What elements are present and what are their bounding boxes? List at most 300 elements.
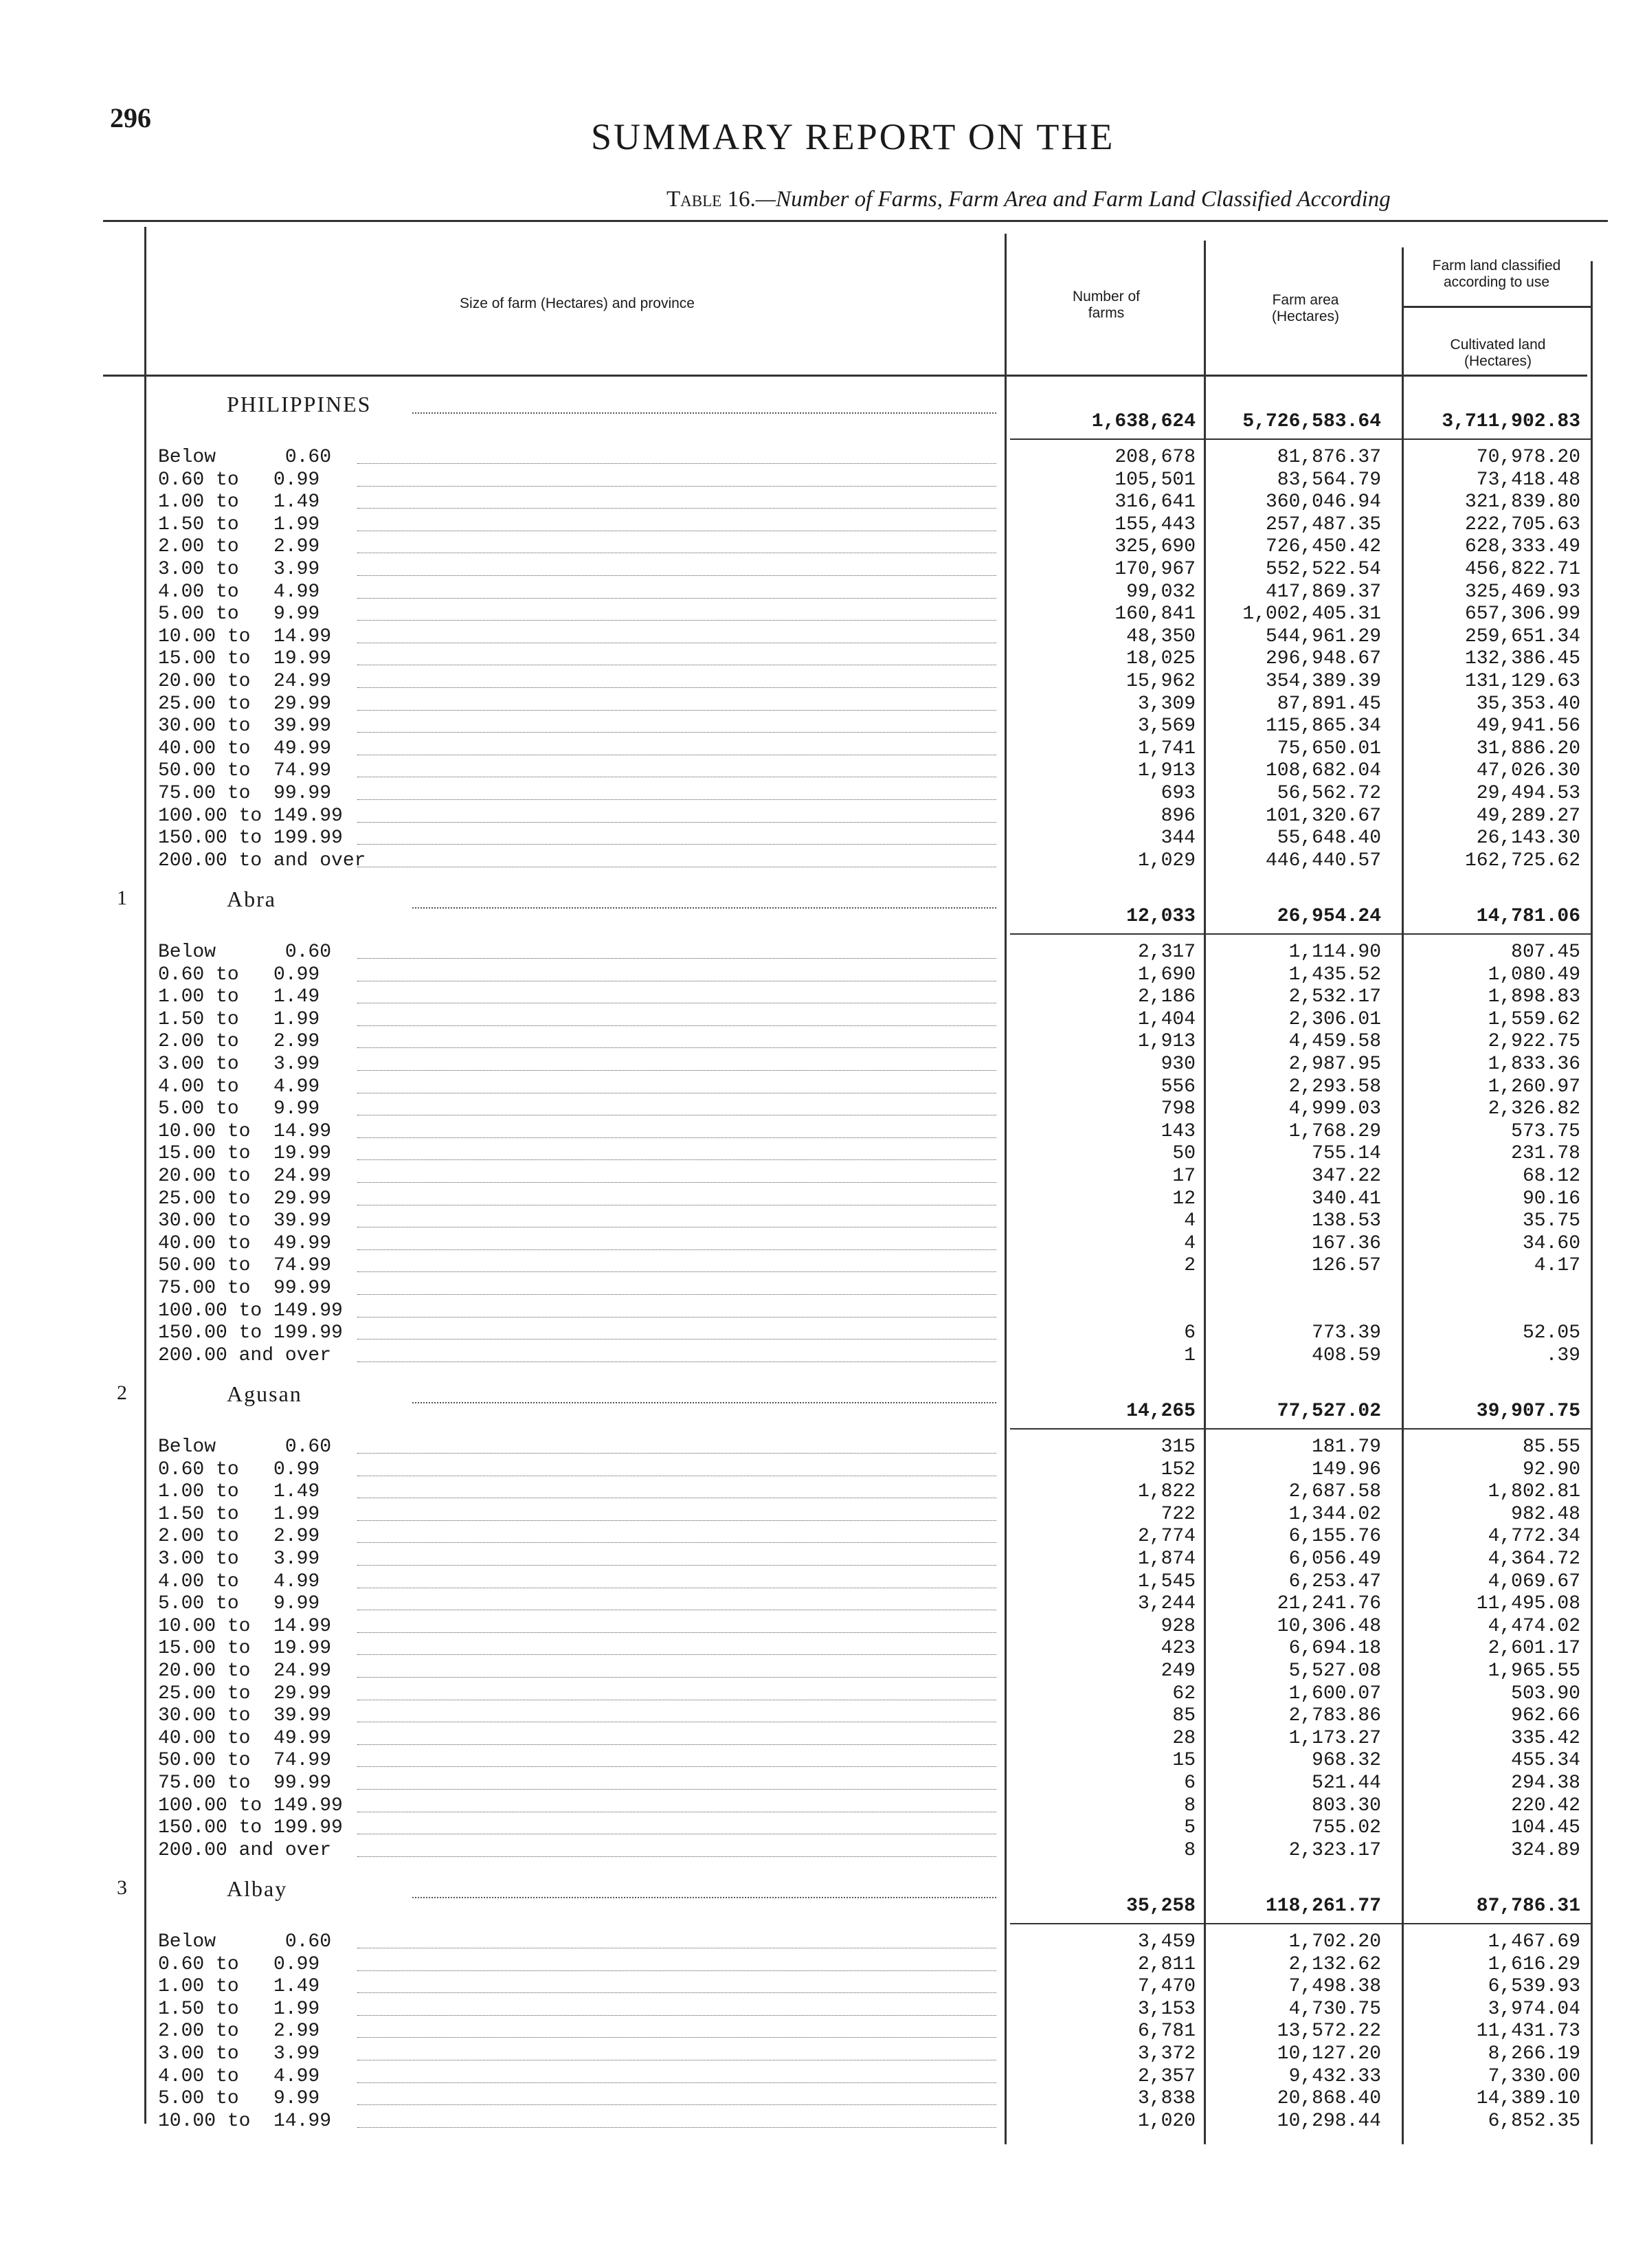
table-cell: 10,127.20: [1277, 2043, 1381, 2065]
size-class-label: 25.00 to 29.99: [158, 1682, 332, 1704]
size-class-label: 50.00 to 74.99: [158, 1750, 332, 1772]
size-class-label: Below 0.60: [158, 1931, 332, 1953]
size-class-label: 25.00 to 29.99: [158, 1188, 332, 1210]
table-cell: 3,838: [1137, 2088, 1196, 2110]
table-cell: 1,545: [1137, 1570, 1196, 1592]
table-cell: 138.53: [1312, 1210, 1381, 1232]
size-class-label: 100.00 to 149.99: [158, 805, 343, 827]
table-cell: 48,350: [1126, 625, 1196, 647]
table-cell: 47,026.30: [1476, 760, 1580, 782]
table-cell: 1,702.20: [1288, 1931, 1381, 1953]
table-cell: 10,298.44: [1277, 2110, 1381, 2132]
table-cell: 1,802.81: [1488, 1481, 1580, 1503]
section-total-cell: 77,527.02: [1277, 1401, 1381, 1422]
table-cell: 321,839.80: [1464, 491, 1580, 513]
table-cell: 21,241.76: [1277, 1593, 1381, 1615]
size-class-label: 3.00 to 3.99: [158, 559, 320, 580]
size-class-label: Below 0.60: [158, 942, 332, 963]
table-cell: 2,293.58: [1288, 1076, 1381, 1098]
leader-dots: [357, 822, 996, 823]
table-cell: 8,266.19: [1488, 2043, 1580, 2065]
leader-dots: [412, 1402, 996, 1403]
leader-dots: [357, 598, 996, 599]
table-cell: 3,309: [1137, 693, 1196, 715]
size-class-label: 1.00 to 1.49: [158, 491, 320, 513]
section-total-cell: 26,954.24: [1277, 906, 1381, 927]
table-cell: 962.66: [1511, 1705, 1580, 1727]
leader-dots: [357, 732, 996, 733]
table-cell: 2,186: [1137, 986, 1196, 1008]
total-rule: [1010, 438, 1591, 440]
leader-dots: [412, 907, 996, 909]
table-cell: 544,961.29: [1265, 625, 1381, 647]
leader-dots: [357, 2082, 996, 2083]
table-cell: 99,032: [1126, 581, 1196, 603]
section-total-cell: 35,258: [1126, 1895, 1196, 1917]
table-cell: 2,532.17: [1288, 986, 1381, 1008]
table-cell: 1,559.62: [1488, 1008, 1580, 1030]
table-cell: 31,886.20: [1476, 737, 1580, 759]
table-cell: 503.90: [1511, 1682, 1580, 1704]
table-cell: 6,539.93: [1488, 1976, 1580, 1998]
size-class-label: 1.00 to 1.49: [158, 1481, 320, 1503]
table-cell: 408.59: [1312, 1344, 1381, 1366]
table-cell: 4,069.67: [1488, 1570, 1580, 1592]
table-cell: 11,431.73: [1476, 2021, 1580, 2043]
size-class-label: 30.00 to 39.99: [158, 1705, 332, 1727]
table-cell: 1,467.69: [1488, 1931, 1580, 1953]
table-cell: 2,687.58: [1288, 1481, 1381, 1503]
table-cell: 4,364.72: [1488, 1548, 1580, 1570]
table-cell: 11,495.08: [1476, 1593, 1580, 1615]
size-class-label: 200.00 and over: [158, 1344, 332, 1366]
table-cell: 803.30: [1312, 1794, 1381, 1816]
table-cell: 2,811: [1137, 1953, 1196, 1975]
size-class-label: 20.00 to 24.99: [158, 1166, 332, 1187]
table-cell: 2,323.17: [1288, 1839, 1381, 1861]
table-cell: 101,320.67: [1265, 805, 1381, 827]
table-cell: 1,435.52: [1288, 964, 1381, 986]
province-index: 1: [117, 887, 127, 909]
table-cell: 105,501: [1114, 469, 1196, 491]
total-rule: [1010, 1923, 1591, 1924]
table-cell: 1,114.90: [1288, 942, 1381, 963]
leader-dots: [357, 1520, 996, 1521]
table-cell: 115,865.34: [1265, 715, 1381, 737]
size-class-label: 3.00 to 3.99: [158, 1548, 320, 1570]
table-cell: 259,651.34: [1464, 625, 1580, 647]
leader-dots: [357, 1249, 996, 1250]
table-cell: .39: [1545, 1344, 1580, 1366]
table-cell: 1,822: [1137, 1481, 1196, 1503]
table-cell: 5: [1184, 1817, 1196, 1839]
header-land-group: Farm land classified according to use: [1432, 258, 1561, 290]
total-rule: [1010, 933, 1591, 935]
size-class-label: 75.00 to 99.99: [158, 783, 332, 804]
section-total-cell: 1,638,624: [1091, 411, 1196, 432]
table-cell: 360,046.94: [1265, 491, 1381, 513]
table-cell: 8: [1184, 1794, 1196, 1816]
section-total-cell: 14,265: [1126, 1401, 1196, 1422]
province-name: Abra: [227, 887, 276, 911]
table-cell: 3,974.04: [1488, 1998, 1580, 2020]
leader-dots: [357, 958, 996, 959]
size-class-label: 10.00 to 14.99: [158, 1615, 332, 1637]
table-cell: 85.55: [1522, 1436, 1580, 1458]
table-cell: 108,682.04: [1265, 760, 1381, 782]
size-class-label: 3.00 to 3.99: [158, 2043, 320, 2065]
table-cell: 49,941.56: [1476, 715, 1580, 737]
size-class-label: 50.00 to 74.99: [158, 760, 332, 782]
size-class-label: 15.00 to 19.99: [158, 648, 332, 670]
table-cell: 344: [1161, 827, 1196, 849]
table-cell: 335.42: [1511, 1727, 1580, 1749]
leader-dots: [357, 1047, 996, 1048]
table-cell: 1,029: [1137, 849, 1196, 871]
table-cell: 1,741: [1137, 737, 1196, 759]
size-class-label: 40.00 to 49.99: [158, 737, 332, 759]
section-total-cell: 3,711,902.83: [1442, 411, 1580, 432]
table-cell: 556: [1161, 1076, 1196, 1098]
total-rule: [1010, 1428, 1591, 1430]
size-class-label: 5.00 to 9.99: [158, 1098, 320, 1120]
table-cell: 324.89: [1511, 1839, 1580, 1861]
table-cell: 26,143.30: [1476, 827, 1580, 849]
size-class-label: 200.00 and over: [158, 1839, 332, 1861]
leader-dots: [412, 1897, 996, 1898]
table-cell: 722: [1161, 1503, 1196, 1525]
size-class-label: 4.00 to 4.99: [158, 1570, 320, 1592]
table-cell: 10,306.48: [1277, 1615, 1381, 1637]
table-cell: 4,730.75: [1288, 1998, 1381, 2020]
table-cell: 15: [1172, 1750, 1196, 1772]
leader-dots: [357, 1744, 996, 1745]
table-cell: 455.34: [1511, 1750, 1580, 1772]
leader-dots: [412, 412, 996, 414]
table-cell: 982.48: [1511, 1503, 1580, 1525]
table-cell: 726,450.42: [1265, 536, 1381, 558]
table-cell: 104.45: [1511, 1817, 1580, 1839]
size-class-label: 50.00 to 74.99: [158, 1255, 332, 1277]
size-class-label: 100.00 to 149.99: [158, 1300, 343, 1322]
table-cell: 9,432.33: [1288, 2065, 1381, 2087]
table-cell: 68.12: [1522, 1166, 1580, 1187]
leader-dots: [357, 2104, 996, 2105]
table-cell: 149.96: [1312, 1458, 1381, 1480]
table-cell: 2,922.75: [1488, 1031, 1580, 1053]
table-cell: 773.39: [1312, 1322, 1381, 1344]
table-cell: 1: [1184, 1344, 1196, 1366]
table-caption-lead: Table 16.: [666, 187, 756, 212]
table-cell: 1,404: [1137, 1008, 1196, 1030]
size-class-label: 20.00 to 24.99: [158, 1660, 332, 1682]
table-cell: 73,418.48: [1476, 469, 1580, 491]
table-cell: 17: [1172, 1166, 1196, 1187]
table-cell: 75,650.01: [1277, 737, 1381, 759]
table-caption-text: —Number of Farms, Farm Area and Farm Land Classified According: [755, 187, 1391, 212]
section-total-cell: 118,261.77: [1265, 1895, 1381, 1917]
table-cell: 3,569: [1137, 715, 1196, 737]
size-class-label: 15.00 to 19.99: [158, 1638, 332, 1660]
table-cell: 1,260.97: [1488, 1076, 1580, 1098]
size-class-label: 4.00 to 4.99: [158, 1076, 320, 1098]
table-cell: 340.41: [1312, 1188, 1381, 1210]
table-cell: 18,025: [1126, 648, 1196, 670]
table-cell: 347.22: [1312, 1166, 1381, 1187]
table-cell: 50: [1172, 1143, 1196, 1165]
size-class-label: 2.00 to 2.99: [158, 536, 320, 558]
size-class-label: 2.00 to 2.99: [158, 2021, 320, 2043]
size-class-label: 0.60 to 0.99: [158, 1458, 320, 1480]
section-total-cell: 5,726,583.64: [1242, 411, 1381, 432]
size-class-label: Below 0.60: [158, 1436, 332, 1458]
section-total-cell: 14,781.06: [1476, 906, 1580, 927]
table-cell: 132,386.45: [1464, 648, 1580, 670]
table-cell: 55,648.40: [1277, 827, 1381, 849]
table-cell: 1,768.29: [1288, 1120, 1381, 1142]
table-cell: 6,155.76: [1288, 1526, 1381, 1548]
table-cell: 62: [1172, 1682, 1196, 1704]
table-cell: 231.78: [1511, 1143, 1580, 1165]
size-class-label: 4.00 to 4.99: [158, 581, 320, 603]
size-class-label: 3.00 to 3.99: [158, 1054, 320, 1075]
table-cell: 35,353.40: [1476, 693, 1580, 715]
leader-dots: [357, 1271, 996, 1272]
table-cell: 29,494.53: [1476, 783, 1580, 804]
table-cell: 1,344.02: [1288, 1503, 1381, 1525]
size-class-label: 75.00 to 99.99: [158, 1278, 332, 1299]
size-class-label: 10.00 to 14.99: [158, 625, 332, 647]
table-cell: 446,440.57: [1265, 849, 1381, 871]
table-cell: 52.05: [1522, 1322, 1580, 1344]
table-cell: 2,357: [1137, 2065, 1196, 2087]
size-class-label: 40.00 to 49.99: [158, 1727, 332, 1749]
leader-dots: [357, 620, 996, 621]
table-cell: 7,330.00: [1488, 2065, 1580, 2087]
table-cell: 755.02: [1312, 1817, 1381, 1839]
leader-dots: [357, 508, 996, 509]
size-class-label: 200.00 to and over: [158, 849, 366, 871]
leader-dots: [357, 1542, 996, 1543]
table-cell: 573.75: [1511, 1120, 1580, 1142]
leader-dots: [357, 1856, 996, 1857]
table-cell: 257,487.35: [1265, 513, 1381, 535]
table-cell: 2,306.01: [1288, 1008, 1381, 1030]
leader-dots: [357, 1992, 996, 1993]
size-class-label: 40.00 to 49.99: [158, 1232, 332, 1254]
table-cell: 83,564.79: [1277, 469, 1381, 491]
leader-dots: [357, 799, 996, 800]
table-cell: 6,056.49: [1288, 1548, 1381, 1570]
table-cell: 81,876.37: [1277, 447, 1381, 468]
size-class-label: 1.50 to 1.99: [158, 1998, 320, 2020]
table-cell: 49,289.27: [1476, 805, 1580, 827]
size-class-label: 150.00 to 199.99: [158, 1817, 343, 1839]
leader-dots: [357, 1182, 996, 1183]
table-cell: 1,965.55: [1488, 1660, 1580, 1682]
section-total-cell: 12,033: [1126, 906, 1196, 927]
table-cell: 167.36: [1312, 1232, 1381, 1254]
table-cell: 160,841: [1114, 603, 1196, 625]
table-cell: 181.79: [1312, 1436, 1381, 1458]
size-class-label: 150.00 to 199.99: [158, 827, 343, 849]
table-cell: 798: [1161, 1098, 1196, 1120]
province-name: Agusan: [227, 1381, 302, 1406]
table-cell: 3,244: [1137, 1593, 1196, 1615]
table-cell: 521.44: [1312, 1772, 1381, 1794]
leader-dots: [357, 575, 996, 576]
size-class-label: 0.60 to 0.99: [158, 1953, 320, 1975]
table-cell: 162,725.62: [1464, 849, 1580, 871]
table-cell: 6: [1184, 1322, 1196, 1344]
table-cell: 1,690: [1137, 964, 1196, 986]
leader-dots: [357, 1677, 996, 1678]
table-cell: 222,705.63: [1464, 513, 1580, 535]
size-class-label: 1.00 to 1.49: [158, 1976, 320, 1998]
table-cell: 2: [1184, 1255, 1196, 1277]
table-cell: 35.75: [1522, 1210, 1580, 1232]
leader-dots: [357, 1970, 996, 1971]
table-cell: 755.14: [1312, 1143, 1381, 1165]
size-class-label: 25.00 to 29.99: [158, 693, 332, 715]
table-cell: 1,898.83: [1488, 986, 1580, 1008]
leader-dots: [357, 463, 996, 464]
table-cell: 2,132.62: [1288, 1953, 1381, 1975]
leader-dots: [357, 1361, 996, 1362]
table-cell: 4: [1184, 1210, 1196, 1232]
table-cell: 1,874: [1137, 1548, 1196, 1570]
table-cell: 4: [1184, 1232, 1196, 1254]
table-cell: 20,868.40: [1277, 2088, 1381, 2110]
size-class-label: 30.00 to 39.99: [158, 1210, 332, 1232]
size-class-label: 2.00 to 2.99: [158, 1526, 320, 1548]
table-cell: 968.32: [1312, 1750, 1381, 1772]
table-cell: 417,869.37: [1265, 581, 1381, 603]
table-cell: 34.60: [1522, 1232, 1580, 1254]
table-cell: 325,690: [1114, 536, 1196, 558]
table-cell: 85: [1172, 1705, 1196, 1727]
size-class-label: 4.00 to 4.99: [158, 2065, 320, 2087]
province-index: 3: [117, 1876, 127, 1899]
leader-dots: [357, 486, 996, 487]
leader-dots: [357, 844, 996, 845]
leader-dots: [357, 1137, 996, 1138]
leader-dots: [357, 2127, 996, 2128]
leader-dots: [357, 687, 996, 688]
table-cell: 2,783.86: [1288, 1705, 1381, 1727]
table-cell: 896: [1161, 805, 1196, 827]
size-class-label: 1.00 to 1.49: [158, 986, 320, 1008]
table-cell: 354,389.39: [1265, 671, 1381, 692]
table-cell: 1,913: [1137, 760, 1196, 782]
table-cell: 15,962: [1126, 671, 1196, 692]
table-cell: 6: [1184, 1772, 1196, 1794]
table-cell: 92.90: [1522, 1458, 1580, 1480]
table-cell: 2,774: [1137, 1526, 1196, 1548]
table-cell: 28: [1172, 1727, 1196, 1749]
size-class-label: 10.00 to 14.99: [158, 1120, 332, 1142]
table-cell: 170,967: [1114, 559, 1196, 580]
table-cell: 456,822.71: [1464, 559, 1580, 580]
size-class-label: 75.00 to 99.99: [158, 1772, 332, 1794]
table-cell: 294.38: [1511, 1772, 1580, 1794]
province-index: 2: [117, 1381, 127, 1404]
table-cell: 6,253.47: [1288, 1570, 1381, 1592]
table-cell: 1,600.07: [1288, 1682, 1381, 1704]
size-class-label: 2.00 to 2.99: [158, 1031, 320, 1053]
size-class-label: 150.00 to 199.99: [158, 1322, 343, 1344]
table-cell: 628,333.49: [1464, 536, 1580, 558]
table-cell: 208,678: [1114, 447, 1196, 468]
leader-dots: [357, 1294, 996, 1295]
table-cell: 6,694.18: [1288, 1638, 1381, 1660]
table-cell: 1,002,405.31: [1242, 603, 1381, 625]
table-cell: 1,913: [1137, 1031, 1196, 1053]
table-cell: 552,522.54: [1265, 559, 1381, 580]
leader-dots: [357, 1025, 996, 1026]
table-cell: 155,443: [1114, 513, 1196, 535]
size-class-label: 20.00 to 24.99: [158, 671, 332, 692]
table-cell: 4,772.34: [1488, 1526, 1580, 1548]
table-cell: 90.16: [1522, 1188, 1580, 1210]
table-cell: 2,987.95: [1288, 1054, 1381, 1075]
leader-dots: [357, 1654, 996, 1655]
header-farms: Number of farms: [1072, 289, 1141, 321]
table-cell: 14,389.10: [1476, 2088, 1580, 2110]
table-cell: 13,572.22: [1277, 2021, 1381, 2043]
table-cell: 1,616.29: [1488, 1953, 1580, 1975]
table-cell: 2,601.17: [1488, 1638, 1580, 1660]
table-cell: 143: [1161, 1120, 1196, 1142]
leader-dots: [357, 1565, 996, 1566]
size-class-label: 30.00 to 39.99: [158, 715, 332, 737]
table-cell: 56,562.72: [1277, 783, 1381, 804]
table-cell: 316,641: [1114, 491, 1196, 513]
table-cell: 4,474.02: [1488, 1615, 1580, 1637]
table-cell: 3,153: [1137, 1998, 1196, 2020]
table-cell: 296,948.67: [1265, 648, 1381, 670]
table-cell: 131,129.63: [1464, 671, 1580, 692]
size-class-label: 5.00 to 9.99: [158, 603, 320, 625]
header-cultivated: Cultivated land (Hectares): [1450, 337, 1546, 369]
table-cell: 5,527.08: [1288, 1660, 1381, 1682]
leader-dots: [357, 1766, 996, 1767]
table-cell: 4.17: [1534, 1255, 1580, 1277]
table-cell: 7,498.38: [1288, 1976, 1381, 1998]
table-cell: 928: [1161, 1615, 1196, 1637]
table-cell: 70,978.20: [1476, 447, 1580, 468]
table-cell: 930: [1161, 1054, 1196, 1075]
header-area: Farm area (Hectares): [1271, 292, 1340, 324]
province-name: Albay: [227, 1876, 288, 1901]
header-size: Size of farm (Hectares) and province: [460, 296, 695, 311]
report-title: SUMMARY REPORT ON THE: [591, 116, 1115, 157]
page-number: 296: [110, 102, 151, 133]
table-cell: 3,372: [1137, 2043, 1196, 2065]
size-class-label: 0.60 to 0.99: [158, 469, 320, 491]
table-cell: 2,317: [1137, 942, 1196, 963]
leader-dots: [357, 2015, 996, 2016]
table-cell: 1,173.27: [1288, 1727, 1381, 1749]
leader-dots: [357, 1789, 996, 1790]
table-cell: 2,326.82: [1488, 1098, 1580, 1120]
section-total-cell: 39,907.75: [1476, 1401, 1580, 1422]
table-cell: 4,999.03: [1288, 1098, 1381, 1120]
table-cell: 6,781: [1137, 2021, 1196, 2043]
table-cell: 1,020: [1137, 2110, 1196, 2132]
table-cell: 126.57: [1312, 1255, 1381, 1277]
size-class-label: 15.00 to 19.99: [158, 1143, 332, 1165]
